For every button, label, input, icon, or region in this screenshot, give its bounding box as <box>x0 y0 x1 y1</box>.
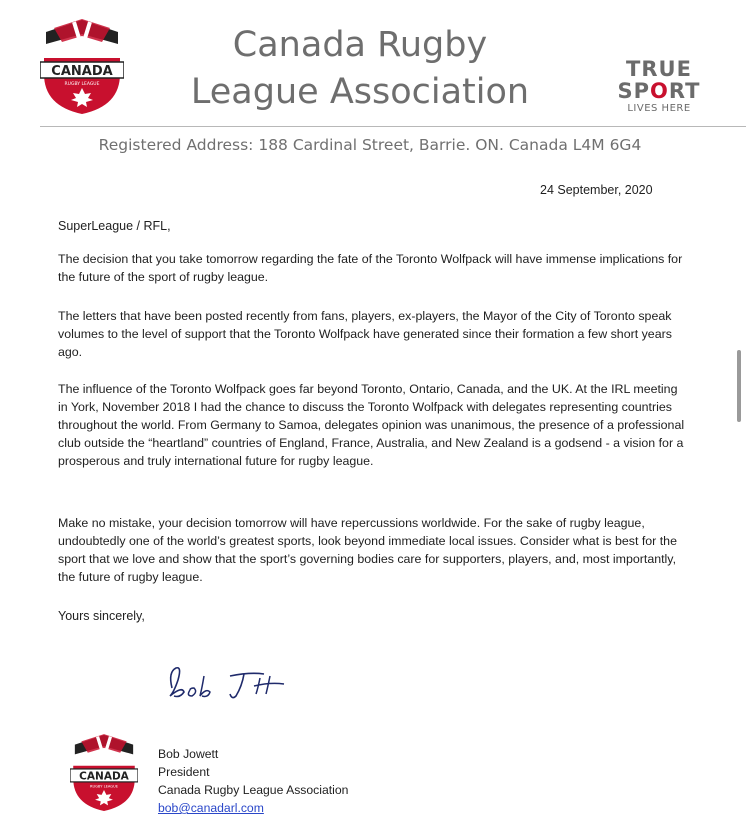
handwritten-signature <box>160 658 310 706</box>
logo-small-subtext: RUGBY LEAGUE <box>89 784 119 789</box>
org-title-line1: Canada Rugby <box>232 25 488 65</box>
canada-rugby-league-logo <box>40 18 124 116</box>
logo-text: CANADA <box>51 64 113 79</box>
letter-date: 24 September, 2020 <box>540 183 653 197</box>
signature-block <box>158 745 348 817</box>
paragraph-1: The decision that you take tomorrow regarding the fate of the Toronto Wolfpack will have immense implications for the future of the sport of rugby league. <box>58 252 683 284</box>
true-sport-line2: SPORT <box>617 79 701 103</box>
true-sport-logo <box>604 58 714 116</box>
paragraph-4: Make no mistake, your decision tomorrow will have repercussions worldwide. For the sake of rugby league, undoubtedly one of the world’s greatest sports, look beyond immediate local issues. Consider what is best for the sport that we love and show that the sport’s governing bodies care for supporters, players, and, most importantly, the future of rugby league. <box>58 516 677 584</box>
true-sport-line1: TRUE <box>626 57 692 81</box>
signer-organization: Canada Rugby League Association <box>158 783 349 797</box>
logo-small-text: CANADA <box>79 770 129 783</box>
registered-address: Registered Address: 188 Cardinal Street, Barrie. ON. Canada L4M 6G4 <box>98 136 642 154</box>
logo-subtext: RUGBY LEAGUE <box>64 82 100 87</box>
signer-title: President <box>158 765 210 779</box>
organization-title <box>150 22 570 116</box>
paragraph-3: The influence of the Toronto Wolfpack goes far beyond Toronto, Ontario, Canada, and the UK. At the IRL meeting in York, November 2018 I had the chance to discuss the Toronto Wolfpack with delegates representing countries throughout the world. From Germany to Samoa, delegates opinion was unanimous, the presence of a professional club outside the “heartland” countries of England, France, Australia, and New Zealand is a godsend - a vision for a prosperous and truly international future for rugby league. <box>58 382 685 468</box>
true-sport-tagline: LIVES HERE <box>627 103 691 114</box>
scroll-indicator[interactable] <box>737 350 741 422</box>
org-title-line2: League Association <box>190 72 530 112</box>
header-divider <box>40 126 746 127</box>
closing: Yours sincerely, <box>58 609 145 623</box>
salutation: SuperLeague / RFL, <box>58 219 171 233</box>
signer-name: Bob Jowett <box>158 747 219 761</box>
paragraph-2: The letters that have been posted recently from fans, players, ex-players, the Mayor of the City of Toronto speak volumes to the level of support that the Toronto Wolfpack have generated since their formation a few short years ago. <box>58 309 672 359</box>
signer-email-link[interactable]: bob@canadarl.com <box>158 801 264 815</box>
canada-rugby-league-logo-small <box>70 732 138 814</box>
